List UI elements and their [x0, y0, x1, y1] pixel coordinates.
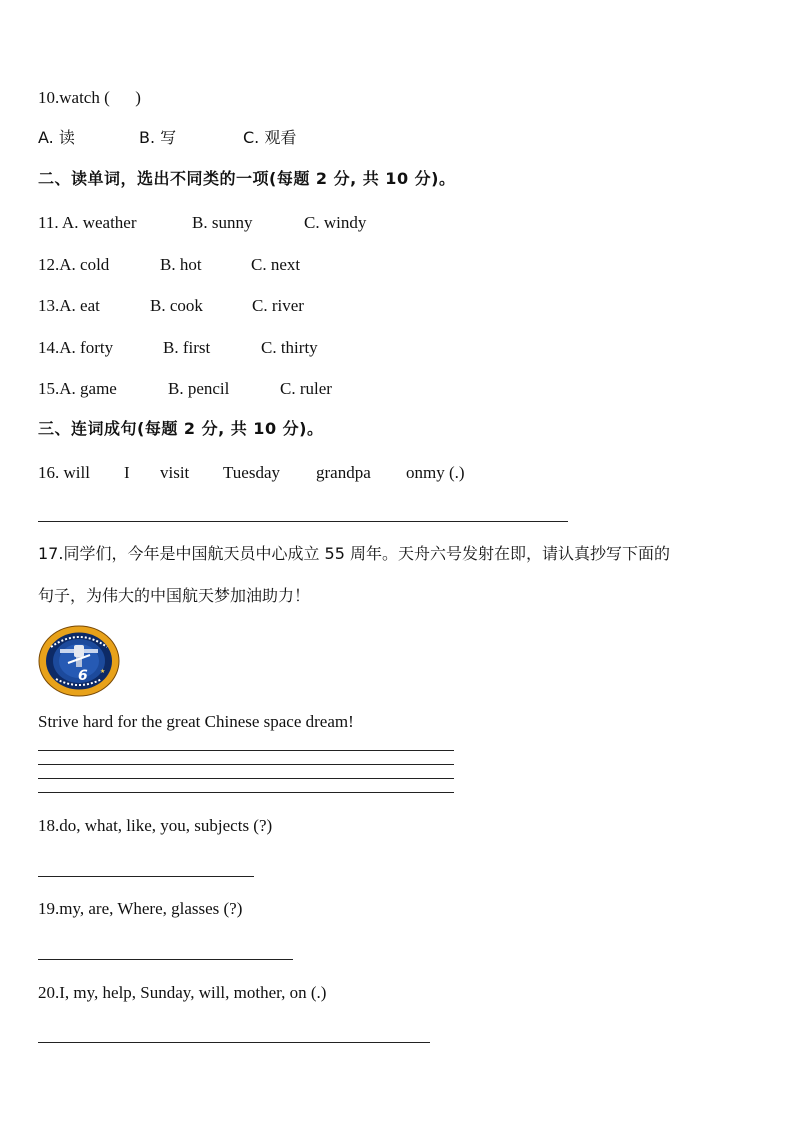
q20-prompt: 20.I, my, help, Sunday, will, mother, on (.) [38, 983, 327, 1002]
q17-instruction-line1: 17.同学们，今年是中国航天员中心成立 55 周年。天舟六号发射在即，请认真抄写下面的 [38, 544, 670, 563]
q15-option-c: C. ruler [280, 379, 332, 398]
q10-stem: 10.watch ( ) [38, 88, 141, 107]
q10-options [38, 130, 296, 146]
q12-option-b: B. hot [160, 255, 202, 274]
svg-text:★: ★ [100, 668, 106, 675]
q10-option-b: B. 写 [139, 128, 177, 147]
q16-word: visit [160, 463, 190, 482]
tianzhou-6-badge-icon [38, 625, 120, 697]
q16-answer-line [38, 521, 568, 522]
q19-prompt: 19.my, are, Where, glasses (?) [38, 899, 243, 918]
q11-option-c: C. windy [304, 213, 367, 232]
q14-row [38, 339, 318, 356]
q16-word: 16. will [38, 463, 90, 482]
q10-option-a: A. 读 [38, 128, 75, 147]
section2-heading: 二、读单词，选出不同类的一项(每题 2 分, 共 10 分)。 [38, 169, 456, 188]
q11-row [38, 214, 366, 231]
copy-line-3 [38, 778, 454, 779]
q17-sentence: Strive hard for the great Chinese space dream! [38, 712, 354, 731]
section3-heading: 三、连词成句(每题 2 分, 共 10 分)。 [38, 419, 324, 438]
q17-instruction-line2: 句子，为伟大的中国航天梦加油助力！ [38, 586, 311, 605]
q14-option-b: B. first [163, 338, 211, 357]
q12-option-a: 12.A. cold [38, 255, 110, 274]
q18-answer-line [38, 876, 254, 877]
copy-line-4 [38, 792, 454, 793]
q11-option-a: 11. A. weather [38, 213, 137, 232]
q13-option-a: 13.A. eat [38, 296, 100, 315]
q11-option-b: B. sunny [192, 213, 253, 232]
q18-prompt: 18.do, what, like, you, subjects (?) [38, 816, 273, 835]
copy-line-2 [38, 764, 454, 765]
q16-word: Tuesday [223, 463, 280, 482]
copy-line-1 [38, 750, 454, 751]
q15-option-b: B. pencil [168, 379, 230, 398]
q13-option-c: C. river [252, 296, 304, 315]
q14-option-a: 14.A. forty [38, 338, 114, 357]
q13-row [38, 297, 304, 314]
q16-word: grandpa [316, 463, 371, 482]
q16-word: onmy (.) [406, 463, 465, 482]
q16-row [38, 464, 465, 481]
q12-row [38, 256, 300, 273]
q15-row [38, 380, 332, 397]
q14-option-c: C. thirty [261, 338, 318, 357]
q13-option-b: B. cook [150, 296, 203, 315]
q16-word: I [124, 463, 130, 482]
q12-option-c: C. next [251, 255, 301, 274]
q15-option-a: 15.A. game [38, 379, 117, 398]
q20-answer-line [38, 1042, 430, 1043]
q19-answer-line [38, 959, 293, 960]
q10-option-c: C. 观看 [243, 128, 297, 147]
svg-text:6: 6 [78, 668, 88, 684]
